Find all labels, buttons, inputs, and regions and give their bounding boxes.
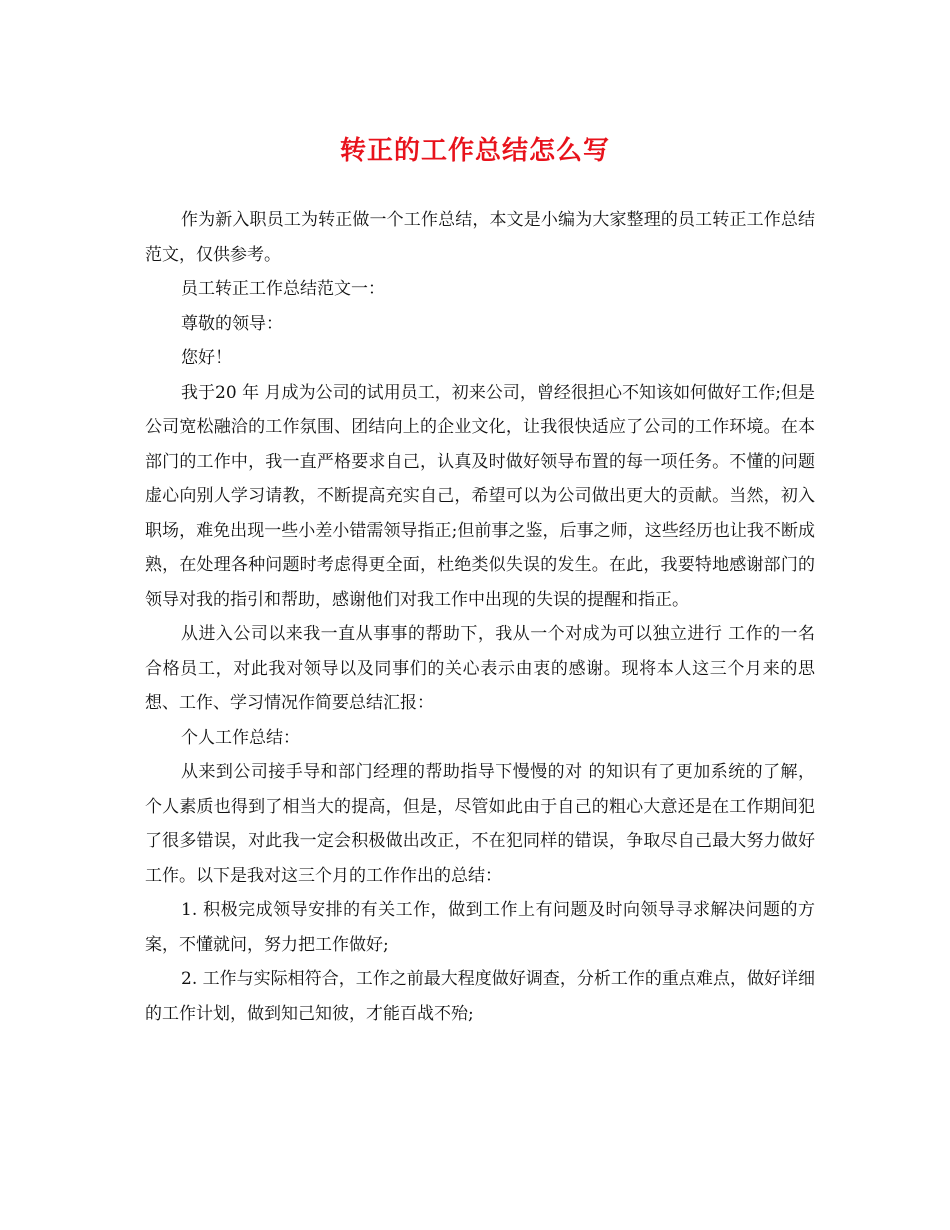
list-item: 1. 积极完成领导安排的有关工作，做到工作上有问题及时向领导寻求解决问题的方案，不懂就问，努力把工作做好; [145, 900, 815, 955]
subsection-heading: 个人工作总结： [181, 727, 300, 748]
section-heading: 员工转正工作总结范文一： [181, 279, 385, 299]
greeting: 您好！ [181, 348, 232, 368]
list-item: 2. 工作与实际相符合，工作之前最大程度做好调查，分析工作的重点难点，做好详细的工作计划，做到知己知彼，才能百战不殆; [145, 969, 815, 1024]
body-paragraph: 从进入公司以来我一直从事事的帮助下，我从一个对成为可以独立进行 工作的一名合格员工，对此我对领导以及同事们的关心表示由衷的感谢。现将本人这三个月来的思想、工作、学习情况作简要总结汇报： [145, 624, 815, 713]
document-body [145, 203, 815, 1031]
body-paragraph: 我于20 年 月成为公司的试用员工，初来公司，曾经很担心不知该如何做好工作;但是公司宽松融洽的工作氛围、团结向上的企业文化，让我很快适应了公司的工作环境。在本部门的工作中，我一直严格要求自己，认真及时做好领导布置的每一项任务。不懂的问题虚心向别人学习请教，不断提高充实自己，希望可以为公司做出更大的贡献。当然，初入职场，难免出现一些小差小错需领导指正;但前事之鉴，后事之师，这些经历也让我不断成熟，在处理各种问题时考虑得更全面，杜绝类似失误的发生。在此，我要特地感谢部门的领导对我的指引和帮助，感谢他们对我工作中出现的失误的提醒和指正。 [145, 382, 815, 610]
salutation: 尊敬的领导： [181, 313, 283, 334]
intro-paragraph: 作为新入职员工为转正做一个工作总结，本文是小编为大家整理的员工转正工作总结范文，仅供参考。 [145, 210, 815, 265]
body-paragraph: 从来到公司接手导和部门经理的帮助指导下慢慢的对 的知识有了更加系统的了解，个人素质也得到了相当大的提高，但是，尽管如此由于自己的粗心大意还是在工作期间犯了很多错误，对此我一定会积极做出改正，不在犯同样的错误，争取尽自己最大努力做好工作。以下是我对这三个月的工作作出的总结： [145, 762, 815, 886]
page-title: 转正的工作总结怎么写 [339, 136, 610, 166]
